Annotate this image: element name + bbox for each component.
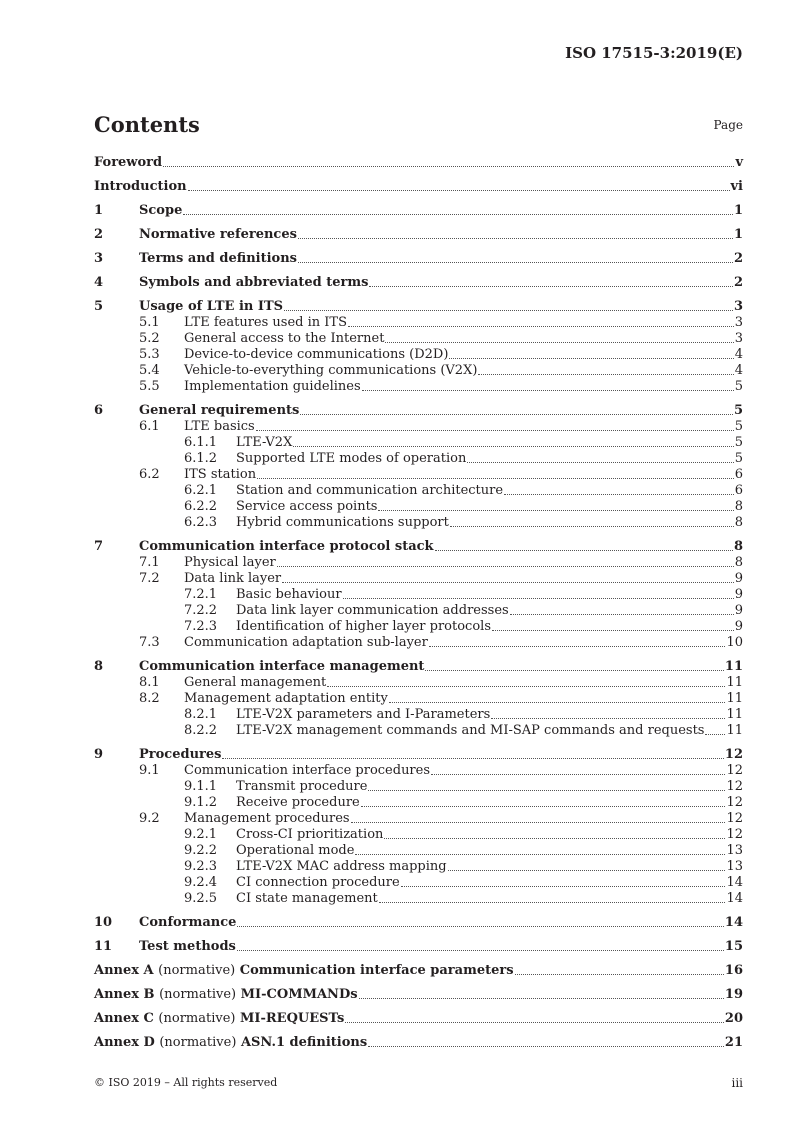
toc-entry[interactable] (94, 274, 743, 290)
dot-leader (467, 461, 733, 463)
dot-leader (378, 509, 733, 511)
annex-kind: (normative) (159, 1035, 237, 1050)
dot-leader (448, 869, 726, 871)
toc-entry-page: 5 (734, 379, 743, 394)
toc-entry-page: 9 (734, 571, 743, 586)
toc-entry-title: Communication interface management (139, 659, 425, 674)
toc-entry-number: 6.2.2 (184, 499, 218, 514)
toc-entry-title: General requirements (139, 403, 300, 418)
toc-entry-page: 21 (724, 1035, 743, 1050)
toc-entry-number: 6.1.1 (184, 435, 218, 450)
toc-entry-page: 4 (734, 363, 743, 378)
page-column-label: Page (713, 118, 743, 132)
toc-entry-page: 15 (724, 939, 743, 954)
toc-entry[interactable] (94, 554, 743, 570)
toc-entry-title: Implementation guidelines (184, 379, 361, 394)
toc-entry-page: v (735, 155, 743, 170)
toc-entry-page: vi (730, 179, 743, 194)
toc-entry-title: LTE features used in ITS (184, 315, 347, 330)
toc-entry[interactable] (94, 450, 743, 466)
toc-entry-page: 8 (734, 555, 743, 570)
dot-leader (256, 429, 734, 431)
toc-entry-title: Foreword (94, 155, 163, 170)
toc-entry-title: LTE-V2X parameters and I-Parameters (236, 707, 491, 722)
toc-entry[interactable] (94, 1034, 743, 1050)
toc-entry-number: 5.2 (139, 331, 160, 346)
toc-entry-page: 11 (726, 707, 743, 722)
toc-entry-title: Communication interface protocol stack (139, 539, 434, 554)
toc-entry[interactable] (94, 826, 743, 842)
toc-entry-page: 5 (734, 435, 743, 450)
page-number: iii (731, 1076, 743, 1090)
dot-leader (183, 213, 733, 215)
toc-entry-number: 5.3 (139, 347, 160, 362)
toc-entry-title: Communication interface procedures (184, 763, 431, 778)
toc-entry[interactable] (94, 690, 743, 706)
toc-entry-page: 11 (726, 675, 743, 690)
contents-title: Contents (94, 112, 200, 137)
toc-entry-number: 5.4 (139, 363, 160, 378)
annex-kind: (normative) (158, 963, 236, 978)
dot-leader (401, 885, 726, 887)
toc-entry[interactable] (94, 722, 743, 738)
toc-entry-page: 6 (734, 467, 743, 482)
toc-entry-title: Basic behaviour (236, 587, 342, 602)
toc-entry-title: Supported LTE modes of operation (236, 451, 467, 466)
toc-entry-title: Service access points (236, 499, 378, 514)
dot-leader (188, 189, 730, 191)
annex-label: Annex D (94, 1035, 155, 1050)
toc-entry-page: 13 (726, 843, 743, 858)
toc-entry-page: 9 (734, 587, 743, 602)
toc-entry-number: 9.2.2 (184, 843, 218, 858)
toc-entry[interactable] (94, 962, 743, 978)
toc-entry-title: General management (184, 675, 327, 690)
toc-entry[interactable] (94, 986, 743, 1002)
toc-entry-page: 12 (726, 795, 743, 810)
toc-entry-title: Management procedures (184, 811, 350, 826)
toc-entry[interactable] (94, 890, 743, 906)
dot-leader (222, 757, 723, 759)
toc-entry-number: 8.2 (139, 691, 160, 706)
toc-entry-title: CI state management (236, 891, 378, 906)
annex-kind: (normative) (158, 1011, 236, 1026)
toc-entry-page: 11 (724, 659, 743, 674)
toc-entry-number: 9.1 (139, 763, 160, 778)
toc-entry[interactable] (94, 570, 743, 586)
dot-leader (379, 901, 726, 903)
toc-entry-page: 8 (733, 539, 743, 554)
toc-entry-title: Communication adaptation sub-layer (184, 635, 428, 650)
toc-entry-number: 11 (94, 939, 113, 954)
toc-entry-page: 12 (726, 779, 743, 794)
toc-entry-title: Usage of LTE in ITS (139, 299, 284, 314)
dot-leader (300, 413, 733, 415)
toc-entry-title: LTE basics (184, 419, 255, 434)
toc-entry[interactable] (94, 794, 743, 810)
toc-entry-title: Hybrid communications support (236, 515, 449, 530)
toc-entry[interactable] (94, 762, 743, 778)
toc-entry-title: Physical layer (184, 555, 276, 570)
toc-entry-title: Data link layer (184, 571, 282, 586)
toc-entry-number: 9.1.1 (184, 779, 218, 794)
toc-entry-number: 5 (94, 299, 104, 314)
toc-entry[interactable] (94, 874, 743, 890)
toc-entry-page: 16 (724, 963, 743, 978)
toc-entry-number: 7 (94, 539, 104, 554)
toc-entry-title: Symbols and abbreviated terms (139, 275, 369, 290)
toc-entry-title: Identification of higher layer protocols (236, 619, 491, 634)
annex-title: ASN.1 definitions (240, 1035, 368, 1050)
toc-entry-number: 9.2.4 (184, 875, 218, 890)
toc-entry[interactable] (94, 658, 743, 674)
toc-entry[interactable] (94, 378, 743, 394)
toc-entry[interactable] (94, 514, 743, 530)
toc-entry-page: 9 (734, 619, 743, 634)
toc-entry-page: 3 (734, 331, 743, 346)
toc-entry-page: 12 (724, 747, 743, 762)
dot-leader (449, 357, 733, 359)
toc-entry[interactable] (94, 618, 743, 634)
toc-entry[interactable] (94, 938, 743, 954)
dot-leader (510, 613, 734, 615)
toc-entry-number: 6 (94, 403, 104, 418)
dot-leader (361, 805, 726, 807)
toc-entry-number: 9.2.1 (184, 827, 218, 842)
toc-entry-page: 2 (733, 251, 743, 266)
dot-leader (277, 565, 734, 567)
dot-leader (431, 773, 725, 775)
toc-entry-number: 1 (94, 203, 104, 218)
dot-leader (298, 237, 733, 239)
toc-entry[interactable] (94, 634, 743, 650)
toc-entry-page: 14 (726, 891, 743, 906)
toc-entry-title: Procedures (139, 747, 222, 762)
dot-leader (478, 373, 733, 375)
toc-entry[interactable] (94, 178, 743, 194)
toc-entry-page: 1 (733, 203, 743, 218)
toc-entry[interactable] (94, 434, 743, 450)
toc-entry-number: 9.2.3 (184, 859, 218, 874)
toc-entry-title: Terms and definitions (139, 251, 297, 266)
dot-leader (369, 285, 732, 287)
toc-entry-number: 9.1.2 (184, 795, 218, 810)
dot-leader (425, 669, 723, 671)
dot-leader (282, 581, 734, 583)
toc-entry-page: 12 (726, 811, 743, 826)
toc-entry-title (94, 963, 514, 978)
toc-entry[interactable] (94, 778, 743, 794)
toc-entry-title: Scope (139, 203, 183, 218)
toc-entry-title: General access to the Internet (184, 331, 385, 346)
dot-leader (368, 1045, 724, 1047)
toc-entry[interactable] (94, 362, 743, 378)
toc-entry-title: Management adaptation entity (184, 691, 388, 706)
dot-leader (163, 165, 734, 167)
toc-entry-number: 7.2.3 (184, 619, 218, 634)
toc-entry[interactable] (94, 706, 743, 722)
toc-entry-number: 7.3 (139, 635, 160, 650)
toc-entry[interactable] (94, 466, 743, 482)
toc-entry[interactable] (94, 346, 743, 362)
dot-leader (237, 949, 724, 951)
toc-entry[interactable] (94, 226, 743, 242)
dot-leader (384, 837, 725, 839)
table-of-contents (94, 154, 743, 1050)
dot-leader (435, 549, 733, 551)
toc-entry-number: 8 (94, 659, 104, 674)
toc-entry-title: Operational mode (236, 843, 355, 858)
toc-entry[interactable] (94, 498, 743, 514)
dot-leader (351, 821, 726, 823)
toc-entry[interactable] (94, 202, 743, 218)
toc-entry-title: Device-to-device communications (D2D) (184, 347, 449, 362)
toc-entry-number: 10 (94, 915, 113, 930)
dot-leader (429, 645, 726, 647)
annex-title: Communication interface parameters (239, 963, 514, 978)
dot-leader (491, 717, 725, 719)
dot-leader (293, 445, 733, 447)
toc-entry-number: 8.2.1 (184, 707, 218, 722)
toc-entry-number: 6.1 (139, 419, 160, 434)
dot-leader (515, 973, 724, 975)
dot-leader (450, 525, 734, 527)
toc-entry-page: 9 (734, 603, 743, 618)
toc-entry-page: 10 (726, 635, 743, 650)
toc-entry-page: 14 (726, 875, 743, 890)
toc-entry-number: 3 (94, 251, 104, 266)
dot-leader (359, 997, 724, 999)
annex-label: Annex C (94, 1011, 154, 1026)
toc-entry-title: LTE-V2X MAC address mapping (236, 859, 447, 874)
toc-entry-page: 5 (734, 451, 743, 466)
toc-entry-page: 11 (726, 691, 743, 706)
toc-entry-page: 5 (733, 403, 743, 418)
toc-entry-number: 7.2.1 (184, 587, 218, 602)
toc-entry-title: Receive procedure (236, 795, 360, 810)
dot-leader (504, 493, 734, 495)
toc-entry-number: 8.2.2 (184, 723, 218, 738)
dot-leader (284, 309, 733, 311)
toc-entry[interactable] (94, 810, 743, 826)
toc-entry-number: 9 (94, 747, 104, 762)
toc-entry-title: Test methods (139, 939, 236, 954)
toc-entry[interactable] (94, 842, 743, 858)
toc-entry-number: 6.2.1 (184, 483, 218, 498)
toc-entry-page: 1 (733, 227, 743, 242)
toc-entry-page: 8 (734, 499, 743, 514)
toc-entry[interactable] (94, 402, 743, 418)
toc-entry-title: Transmit procedure (236, 779, 368, 794)
toc-entry[interactable] (94, 482, 743, 498)
toc-entry-number: 7.1 (139, 555, 160, 570)
toc-entry-page: 19 (724, 987, 743, 1002)
toc-entry[interactable] (94, 330, 743, 346)
copyright-notice: © ISO 2019 – All rights reserved (94, 1076, 278, 1089)
toc-entry-title: Cross-CI prioritization (236, 827, 384, 842)
toc-entry-number: 9.2.5 (184, 891, 218, 906)
toc-entry-page: 11 (726, 723, 743, 738)
toc-entry-number: 6.1.2 (184, 451, 218, 466)
dot-leader (492, 629, 734, 631)
dot-leader (237, 925, 724, 927)
toc-entry-page: 4 (734, 347, 743, 362)
toc-entry[interactable] (94, 418, 743, 434)
toc-entry-title (94, 987, 358, 1002)
toc-entry[interactable] (94, 1010, 743, 1026)
toc-entry-page: 3 (733, 299, 743, 314)
dot-leader (705, 733, 725, 735)
toc-entry[interactable] (94, 154, 743, 170)
annex-label: Annex A (94, 963, 154, 978)
toc-entry-title: Station and communication architecture (236, 483, 504, 498)
toc-entry[interactable] (94, 586, 743, 602)
toc-entry-number: 6.2.3 (184, 515, 218, 530)
document-code: ISO 17515-3:2019(E) (565, 44, 743, 62)
dot-leader (362, 389, 734, 391)
toc-entry[interactable] (94, 914, 743, 930)
toc-entry-number: 7.2 (139, 571, 160, 586)
toc-entry[interactable] (94, 602, 743, 618)
toc-entry-page: 14 (724, 915, 743, 930)
toc-entry[interactable] (94, 250, 743, 266)
toc-entry-page: 3 (734, 315, 743, 330)
dot-leader (348, 325, 734, 327)
toc-entry-number: 8.1 (139, 675, 160, 690)
annex-label: Annex B (94, 987, 155, 1002)
toc-entry-number: 5.5 (139, 379, 160, 394)
dot-leader (327, 685, 725, 687)
toc-entry[interactable] (94, 298, 743, 314)
toc-entry-title: Vehicle-to-everything communications (V2X) (184, 363, 478, 378)
toc-entry-title: LTE-V2X (236, 435, 293, 450)
dot-leader (343, 597, 734, 599)
toc-entry-page: 13 (726, 859, 743, 874)
dot-leader (385, 341, 733, 343)
toc-entry[interactable] (94, 746, 743, 762)
toc-entry-number: 9.2 (139, 811, 160, 826)
annex-title: MI-REQUESTs (240, 1011, 345, 1026)
dot-leader (389, 701, 726, 703)
toc-entry[interactable] (94, 538, 743, 554)
dot-leader (355, 853, 725, 855)
toc-entry-title (94, 1035, 367, 1050)
annex-title: MI-COMMANDs (240, 987, 358, 1002)
toc-entry[interactable] (94, 314, 743, 330)
toc-entry-number: 7.2.2 (184, 603, 218, 618)
dot-leader (345, 1021, 724, 1023)
toc-entry-number: 5.1 (139, 315, 160, 330)
toc-entry[interactable] (94, 674, 743, 690)
toc-entry-number: 6.2 (139, 467, 160, 482)
toc-entry-title: CI connection procedure (236, 875, 400, 890)
dot-leader (298, 261, 733, 263)
toc-entry-title: ITS station (184, 467, 257, 482)
toc-entry-title: Conformance (139, 915, 237, 930)
toc-entry-number: 4 (94, 275, 104, 290)
toc-entry-page: 5 (734, 419, 743, 434)
toc-entry-page: 8 (734, 515, 743, 530)
annex-kind: (normative) (159, 987, 237, 1002)
toc-entry-title (94, 1011, 344, 1026)
toc-entry-page: 2 (733, 275, 743, 290)
dot-leader (257, 477, 734, 479)
toc-entry-number: 2 (94, 227, 104, 242)
toc-entry-title: Data link layer communication addresses (236, 603, 509, 618)
toc-entry[interactable] (94, 858, 743, 874)
toc-entry-page: 6 (734, 483, 743, 498)
toc-entry-title: Introduction (94, 179, 187, 194)
dot-leader (368, 789, 725, 791)
toc-entry-page: 20 (724, 1011, 743, 1026)
toc-entry-page: 12 (726, 827, 743, 842)
toc-entry-title: Normative references (139, 227, 297, 242)
toc-entry-page: 12 (726, 763, 743, 778)
toc-entry-title: LTE-V2X management commands and MI-SAP commands and requests (236, 723, 705, 738)
